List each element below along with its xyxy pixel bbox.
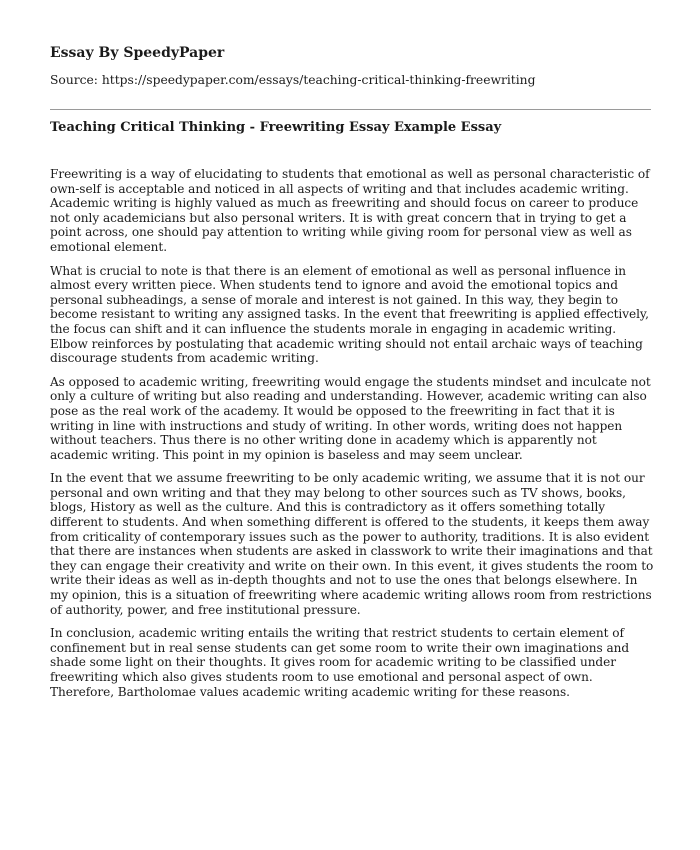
essay-paragraph-4: In the event that we assume freewriting to be only academic writing, we assume that it is not our personal and own writing and that they may belong to other sources such as TV shows, books, blogs, History as well as the culture. And this is contradictory as it offers something totally different to students. And when something different is offered to the students, it keeps them away from criticality of contemporary issues such as the power to authority, traditions. It is also evident that there are instances when students are asked in classwork to write their imaginations and that they can engage their creativity and write on their own. In this event, it gives students the room to write their ideas as well as in-depth thoughts and not to use the ones that belongs elsewhere. In my opinion, this is a situation of freewriting where academic writing allows room from restrictions of authority, power, and free institutional pressure.: [50, 471, 654, 617]
essay-title: Teaching Critical Thinking - Freewriting Essay Example Essay: [50, 120, 502, 135]
essay-paragraph-5: In conclusion, academic writing entails the writing that restrict students to certain element of confinement but in real sense students can get some room to write their own imaginations and shade some light on their thoughts. It gives room for academic writing to be classified under freewriting which also gives students room to use emotional and personal aspect of own. Therefore, Bartholomae values academic writing academic writing for these reasons.: [50, 626, 630, 699]
document-source: Source: https://speedypaper.com/essays/teaching-critical-thinking-freewriting: [50, 73, 536, 87]
essay-paragraph-2: What is crucial to note is that there is an element of emotional as well as personal influence in almost every written piece. When students tend to ignore and avoid the emotional topics and personal subheadings, a sense of morale and interest is not gained. In this way, they begin to become resistant to writing any assigned tasks. In the event that freewriting is applied effectively, the focus can shift and it can influence the students morale in engaging in academic writing. Elbow reinforces by postulating that academic writing should not entail archaic ways of teaching discourage students from academic writing.: [50, 263, 649, 366]
document-brand: Essay By SpeedyPaper: [50, 45, 225, 61]
header-divider: [50, 109, 651, 110]
essay-paragraph-1: Freewriting is a way of elucidating to students that emotional as well as personal characteristic of own-self is acceptable and noticed in all aspects of writing and that includes academic writing. Academic writing is highly valued as much as freewriting and should focus on career to produce not only academicians but also personal writers. It is with great concern that in trying to get a point across, one should pay attention to writing while giving room for personal view as well as emotional element.: [50, 167, 650, 254]
essay-paragraph-3: As opposed to academic writing, freewriting would engage the students mindset and inculcate not only a culture of writing but also reading and understanding. However, academic writing can also pose as the real work of the academy. It would be opposed to the freewriting in fact that it is writing in line with instructions and study of writing. In other words, writing does not happen without teachers. Thus there is no other writing done in academy which is apparently not academic writing. This point in my opinion is baseless and may seem unclear.: [50, 374, 651, 462]
essay-body: [50, 167, 655, 708]
